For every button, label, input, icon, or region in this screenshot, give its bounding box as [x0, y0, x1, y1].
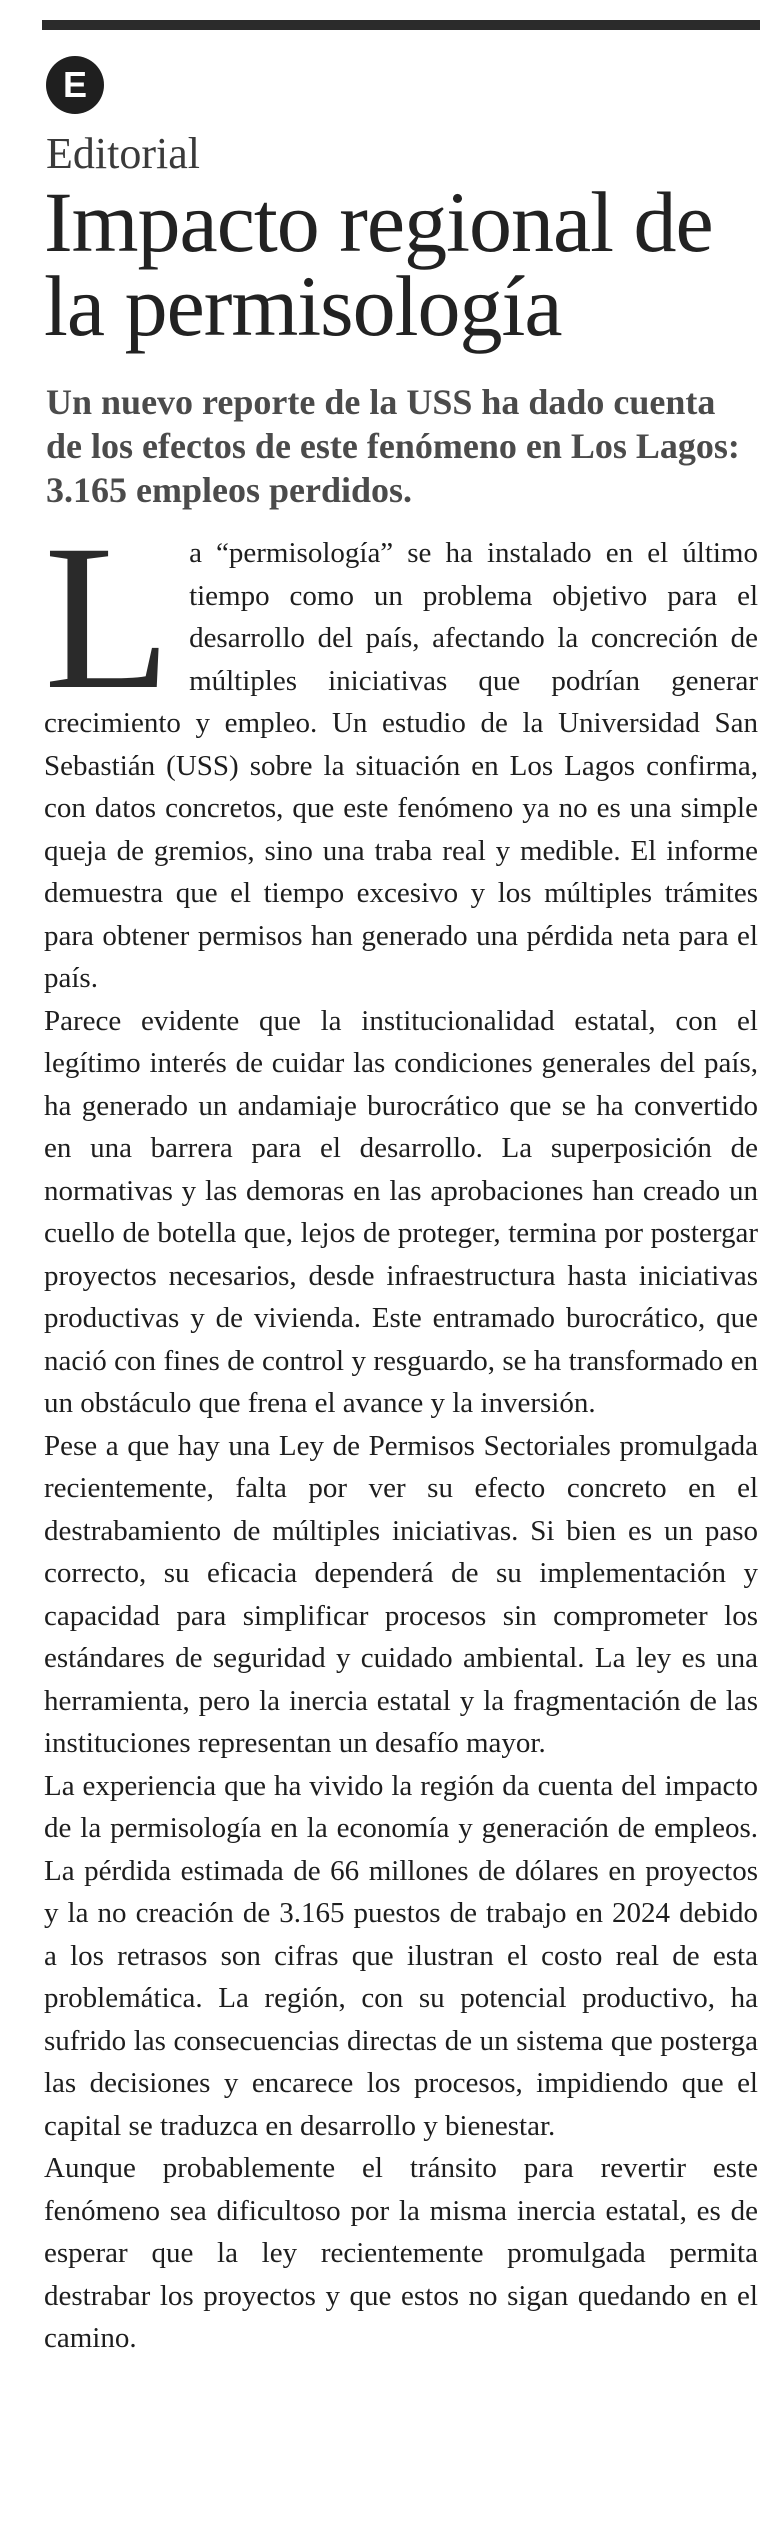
paragraph-1 [44, 502, 758, 1000]
paragraph-2: Parece evidente que la institucionalidad estatal, con el legítimo interés de cuidar las condiciones generales del país, ha generado un andamiaje burocrático que se ha convertido en una barrera para el desarrollo. La superposición de normativas y las demoras en las aprobaciones han creado un cuello de botella que, lejos de proteger, termina por postergar proyectos necesarios, desde infraestructura hasta iniciativas productivas y de vivienda. Este entramado burocrático, que nació con fines de control y resguardo, se ha transformado en un obstáculo que frena el avance y la inversión. [44, 1004, 758, 1419]
paragraph-5: Aunque probablemente el tránsito para revertir este fenómeno sea dificultoso por la misma inercia estatal, es de esperar que la ley recientemente promulgada permita destrabar los proyectos y que estos no sigan quedando en el camino. [44, 2152, 758, 2354]
paragraph-4: La experiencia que ha vivido la región da cuenta del impacto de la permisología en la economía y generación de empleos. La pérdida estimada de 66 millones de dólares en proyectos y la no creación de 3.165 puestos de trabajo en 2024 debido a los retrasos son cifras que ilustran el costo real de esta problemática. La región, con su potencial productivo, ha sufrido las consecuencias directas de un sistema que posterga las decisiones y encarece los procesos, impidiendo que el capital se traduzca en desarrollo y bienestar. [44, 1769, 758, 2142]
drop-cap: L [44, 502, 172, 732]
subheadline: Un nuevo reporte de la USS ha dado cuenta de los efectos de este fenómeno en Los Lagos: 3.165 empleos perdidos. [46, 382, 740, 510]
section-badge: E [46, 56, 104, 114]
top-rule [42, 20, 760, 30]
paragraph-1-text: a “permisología” se ha instalado en el último tiempo como un problema objetivo para el desarrollo del país, afectando la concreción de múltiples iniciativas que podrían generar crecimiento y empleo. Un estudio de la Universidad San Sebastián (USS) sobre la situación en Los Lagos confirma, con datos concretos, que este fenómeno ya no es una simple queja de gremios, sino una traba real y medible. El informe demuestra que el tiempo excesivo y los múltiples trámites para obtener permisos han generado una pérdida neta para el país. [44, 537, 758, 994]
paragraph-3: Pese a que hay una Ley de Permisos Sectoriales promulgada recientemente, falta por ver su efecto concreto en el destrabamiento de múltiples iniciativas. Si bien es un paso correcto, su eficacia dependerá de su implementación y capacidad para simplificar procesos sin comprometer los estándares de seguridad y cuidado ambiental. La ley es una herramienta, pero la inercia estatal y la fragmentación de las instituciones representan un desafío mayor. [44, 1429, 758, 1759]
section-label: Editorial [46, 129, 200, 178]
article-body [44, 502, 758, 2360]
headline: Impacto regional de la permisología [44, 174, 713, 354]
